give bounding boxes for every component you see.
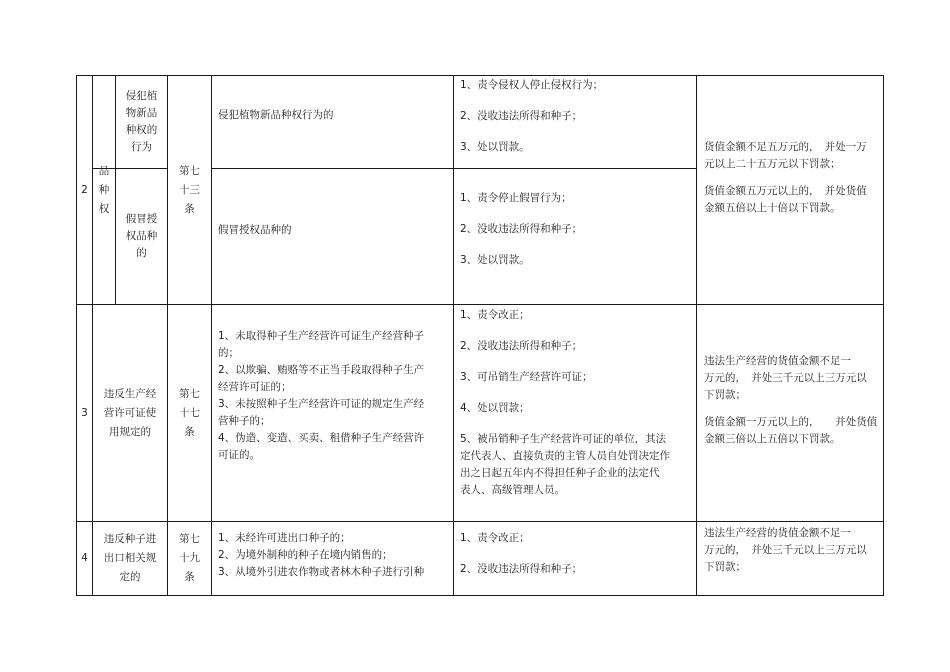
violation-name: 违反生产经 营许可证使 用规定的 [103,387,157,438]
violation-name: 侵犯植 物新品 种权的 行为 [125,90,158,153]
table-border-bottom [76,595,884,596]
penalty-standard: 违法生产经营的货值金额不足一 万元的， 并处三千元以上三万元以 下罚款； [704,527,867,573]
category-name: 品 种 权 [98,164,110,215]
penalty-standard: 违法生产经营的货值金额不足一 万元的， 并处三千元以上三万元以 下罚款； 货值金额一万元以上的， 并处货值 金额三倍以上五倍以下罚款。 [704,355,878,445]
violation-description: 侵犯植物新品种权行为的 [218,109,334,121]
article-number: 第七 十七 条 [179,387,200,438]
column-divider [696,75,697,596]
list-item: 1、责令改正； [460,532,530,544]
violation-description: 1、未取得种子生产经营许可证生产经营种子 的； 2、以欺骗、贿赂等不正当手段取得种子生产 经营许可证的； 3、未按照种子生产经营许可证的规定生产经 营种子的； 4、伪造、变造、买卖、租借种子生产经营许 可证的。 [218,330,425,461]
violation-description: 假冒授权品种的 [218,224,292,236]
list-item: 5、被吊销种子生产经营许可证的单位，其法 定代表人、直接负责的主管人员自处罚决定作 出之日起五年内不得担任种子企业的法定代 表人、高级管理人员。 [460,433,670,496]
violation-name: 违反种子进 出口相关规 定的 [103,533,157,583]
row-number: 2 [81,183,88,196]
list-item: 2、没收违法所得和种子； [460,223,583,235]
row-number: 3 [81,406,88,419]
list-item: 2、没收违法所得和种子； [460,340,583,352]
penalty-table [76,75,884,596]
measures-list [460,307,692,499]
list-item: 2、没收违法所得和种子； [460,563,583,575]
article-number: 第七 十三 条 [179,164,200,215]
violation-description: 1、未经许可进出口种子的； 2、为境外制种的种子在境内销售的； 3、从境外引进农作物或者林木种子进行引种 [218,532,425,578]
list-item: 1、责令停止假冒行为； [460,192,572,204]
list-item: 3、处以罚款。 [460,141,530,153]
measures-list [460,77,692,156]
list-item: 3、处以罚款。 [460,254,530,266]
column-divider [453,75,454,596]
table-border-right [883,75,884,596]
row-number: 4 [81,552,88,564]
list-item: 3、可吊销生产经营许可证； [460,371,593,383]
violation-name: 假冒授 权品种 的 [125,213,158,259]
list-item: 1、责令改正； [460,309,530,321]
list-item: 2、没收违法所得和种子； [460,110,583,122]
measures-list [460,190,692,269]
list-item: 4、处以罚款； [460,402,530,414]
column-divider [211,75,212,596]
measures-list [460,530,692,578]
penalty-standard: 货值金额不足五万元的， 并处一万 元以上二十五万元以下罚款； 货值金额五万元以上的， 并处货值 金额五倍以上十倍以下罚款。 [704,141,867,214]
list-item: 1、责令侵权人停止侵权行为； [460,79,604,91]
article-number: 第七 十九 条 [179,533,200,583]
